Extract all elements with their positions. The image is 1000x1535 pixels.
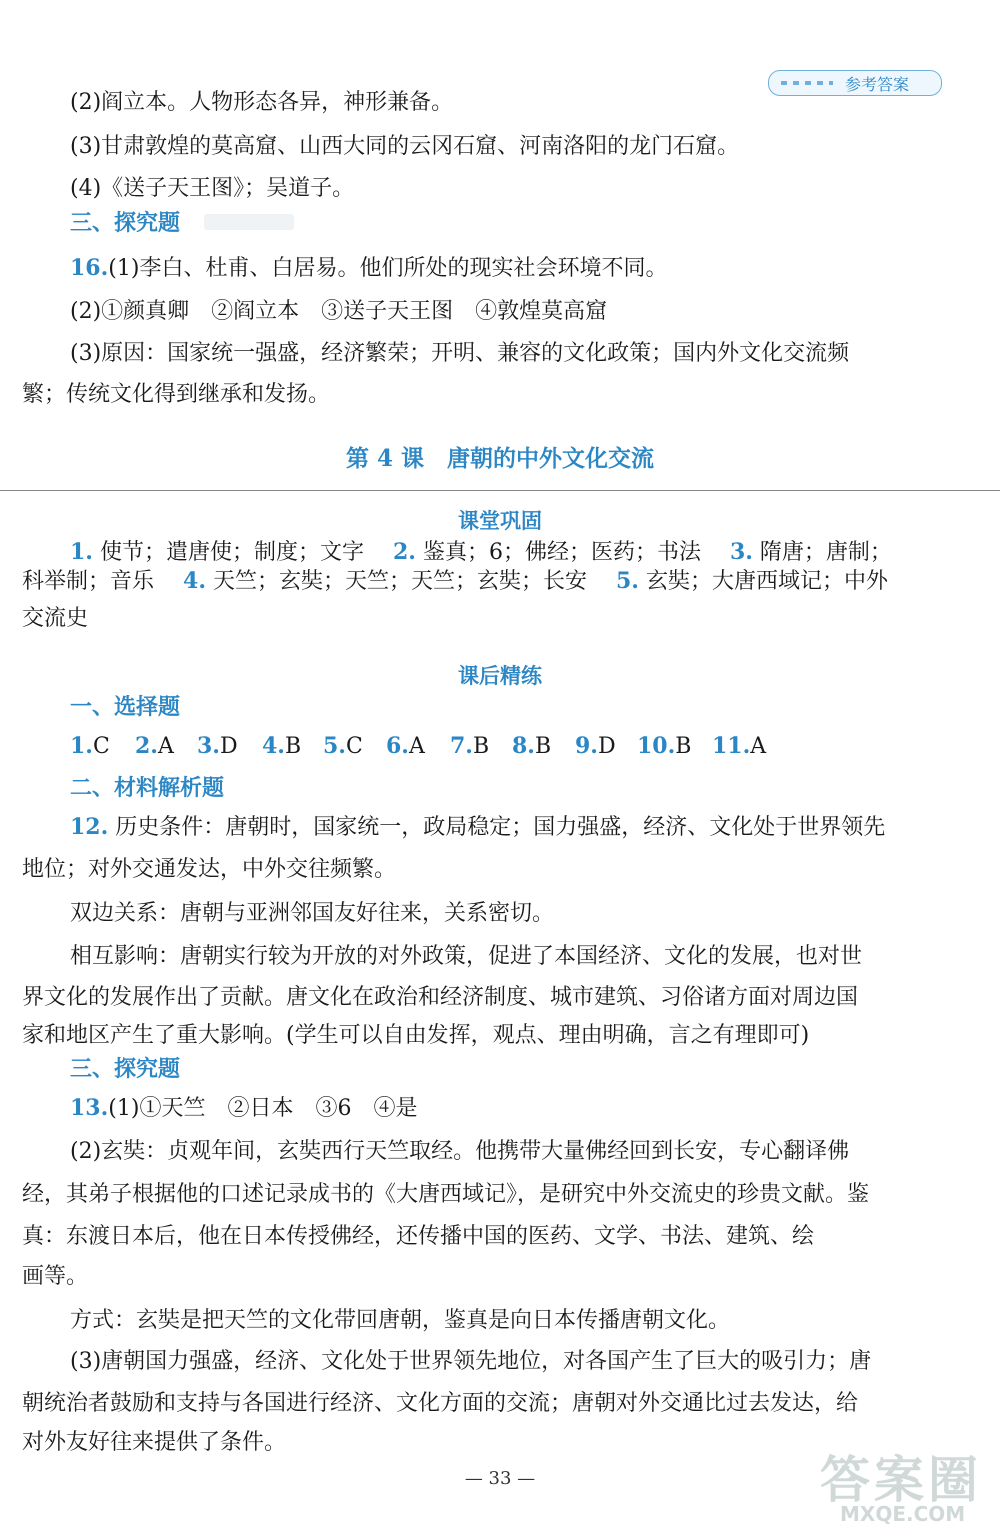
item-number: 3.	[197, 733, 220, 759]
choice-answer	[323, 733, 363, 759]
item-number: 1.	[70, 539, 93, 565]
answer-line: 双边关系：唐朝与亚洲邻国友好往来，关系密切。	[70, 901, 555, 926]
answer-line: (2)玄奘：贞观年间，玄奘西行天竺取经。他携带大量佛经回到长安，专心翻译佛	[70, 1139, 850, 1164]
choice-answer	[637, 733, 691, 759]
badge-label: 参考答案	[845, 75, 910, 94]
question-16-line-1	[70, 253, 667, 284]
choice-answer	[262, 733, 301, 759]
answer-text: 鉴真；6；佛经；医药；书法	[422, 540, 701, 565]
answer-text: D	[597, 734, 616, 759]
item-number: 2.	[392, 539, 416, 565]
answer-line: (3)唐朝国力强盛，经济、文化处于世界领先地位，对各国产生了巨大的吸引力；唐	[70, 1349, 872, 1374]
answer-text: C	[92, 734, 110, 759]
answer-line: (3)甘肃敦煌的莫高窟、山西大同的云冈石窟、河南洛阳的龙门石窟。	[70, 134, 740, 159]
answer-line: 交流史	[22, 606, 89, 631]
answer-line: 方式：玄奘是把天竺的文化带回唐朝，鉴真是向日本传播唐朝文化。	[70, 1308, 731, 1333]
question-13-line-1	[70, 1093, 417, 1124]
answer-line: 真：东渡日本后，他在日本传授佛经，还传播中国的医药、文学、书法、建筑、绘	[22, 1224, 815, 1249]
section-heading: 一、选择题	[70, 694, 181, 720]
section-heading: 三、探究题	[70, 210, 181, 236]
item-number: 11.	[712, 733, 751, 759]
answer-line: (2)阎立本。人物形态各异，神形兼备。	[70, 90, 454, 115]
consolidation-line-1	[70, 537, 892, 568]
choice-answer	[386, 733, 425, 759]
badge-dots	[781, 81, 833, 85]
answer-line: 家和地区产生了重大影响。(学生可以自由发挥，观点、理由明确，言之有理即可)	[22, 1023, 810, 1048]
choice-answer	[450, 733, 489, 759]
item-number: 4.	[183, 568, 206, 594]
question-12-line-1	[70, 812, 885, 843]
choice-answer	[575, 733, 616, 759]
item-number: 7.	[450, 733, 473, 759]
answer-text: 使节；遣唐使；制度；文字	[99, 540, 364, 565]
answer-text: A	[750, 734, 767, 759]
item-number: 2.	[135, 733, 158, 759]
answer-text: (1)李白、杜甫、白居易。他们所处的现实社会环境不同。	[108, 256, 668, 281]
consolidation-line-2	[22, 566, 888, 597]
watermark-text: 答案圈	[820, 1451, 982, 1509]
answer-line: (4)《送子天王图》；吴道子。	[70, 176, 355, 201]
watermark-logo	[810, 1440, 990, 1530]
answer-text: B	[472, 734, 490, 759]
page-number: — 33 —	[464, 1468, 536, 1489]
section-heading: 二、材料解析题	[70, 775, 225, 801]
choice-answer	[712, 733, 766, 759]
item-number: 9.	[575, 733, 598, 759]
answer-text: B	[534, 734, 552, 759]
answer-line: 对外友好往来提供了条件。	[22, 1430, 287, 1455]
watermark-url: MXQE.COM	[840, 1502, 966, 1526]
scan-smudge	[204, 214, 294, 230]
answer-badge	[768, 70, 942, 96]
question-number: 13.	[70, 1095, 109, 1121]
item-number: 8.	[512, 733, 535, 759]
section-heading: 三、探究题	[70, 1056, 181, 1082]
answer-text: B	[675, 734, 692, 759]
answer-text: 玄奘；大唐西域记；中外	[645, 569, 888, 594]
answer-text: B	[284, 734, 302, 759]
answer-text: 科举制；音乐	[22, 569, 155, 594]
answer-text: 隋唐；唐制；	[759, 540, 892, 565]
question-number: 16.	[70, 255, 109, 281]
answer-line: 界文化的发展作出了贡献。唐文化在政治和经济制度、城市建筑、习俗诸方面对周边国	[22, 985, 859, 1010]
answer-line: 经，其弟子根据他的口述记录成书的《大唐西域记》，是研究中外交流史的珍贵文献。鉴	[22, 1182, 870, 1207]
title-rule	[0, 490, 1000, 491]
answer-line: 地位；对外交通发达，中外交往频繁。	[22, 857, 397, 882]
item-number: 3.	[729, 539, 753, 565]
answer-line: 相互影响：唐朝实行较为开放的对外政策，促进了本国经济、文化的发展，也对世	[70, 944, 863, 969]
item-number: 10.	[637, 733, 676, 759]
subsection-heading: 课堂巩固	[458, 508, 542, 533]
item-number: 5.	[616, 568, 639, 594]
lesson-title: 第 4 课 唐朝的中外文化交流	[345, 445, 655, 472]
choice-answer	[512, 733, 551, 759]
choice-answer	[70, 733, 110, 759]
subsection-heading: 课后精练	[458, 663, 542, 688]
choice-answer	[197, 733, 238, 759]
answer-text: D	[219, 734, 238, 759]
answer-text: 天竺；玄奘；天竺；天竺；玄奘；长安	[212, 569, 587, 594]
answer-text: A	[157, 734, 174, 759]
answer-text: (1)①天竺 ②日本 ③6 ④是	[108, 1096, 418, 1121]
answer-text: C	[345, 734, 363, 759]
answer-text: A	[408, 734, 425, 759]
item-number: 1.	[70, 733, 93, 759]
answer-line: 朝统治者鼓励和支持与各国进行经济、文化方面的交流；唐朝对外交通比过去发达，给	[22, 1391, 859, 1416]
item-number: 4.	[262, 733, 285, 759]
item-number: 5.	[323, 733, 346, 759]
answer-line: (3)原因：国家统一强盛，经济繁荣；开明、兼容的文化政策；国内外文化交流频	[70, 341, 850, 366]
answer-line: (2)①颜真卿 ②阎立本 ③送子天王图 ④敦煌莫高窟	[70, 299, 608, 324]
choice-answer	[135, 733, 174, 759]
answer-line: 繁；传统文化得到继承和发扬。	[22, 382, 331, 407]
answer-text: 历史条件：唐朝时，国家统一，政局稳定；国力强盛，经济、文化处于世界领先	[115, 815, 886, 840]
question-number: 12.	[70, 814, 109, 840]
item-number: 6.	[386, 733, 409, 759]
answer-line: 画等。	[22, 1264, 89, 1289]
